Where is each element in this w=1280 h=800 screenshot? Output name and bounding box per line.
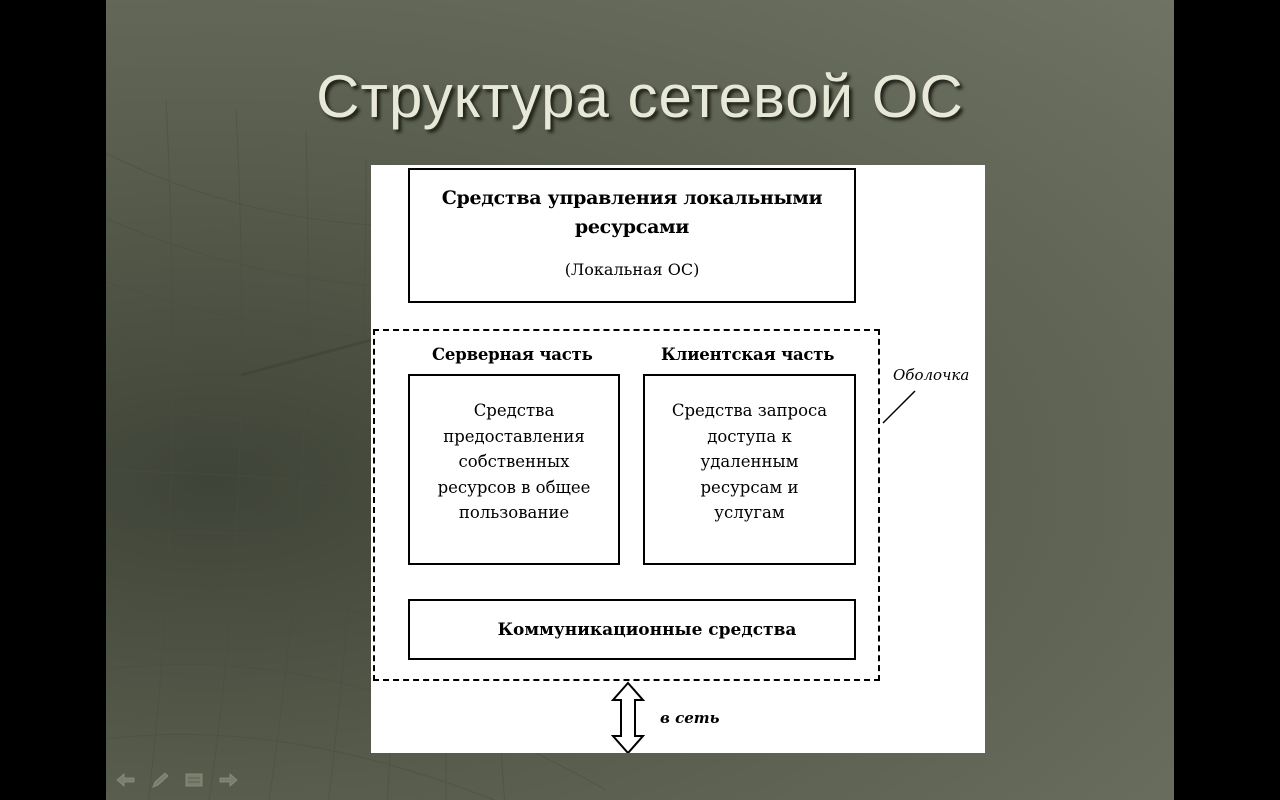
local-title-line-1: Средства управления локальными: [441, 187, 823, 209]
local-os-label: (Локальная ОС): [564, 260, 700, 279]
client-line: услугам: [714, 503, 785, 522]
network-label: в сеть: [660, 709, 720, 727]
client-line: доступа к: [707, 426, 792, 446]
client-line: удаленным: [700, 452, 799, 471]
slide-navigation: [114, 770, 240, 790]
slide: [106, 0, 1174, 800]
client-line: ресурсам и: [700, 477, 799, 497]
client-part-text: [645, 398, 854, 526]
server-line: пользование: [458, 503, 570, 522]
local-resources-box: [408, 168, 856, 303]
client-part-label: Клиентская часть: [661, 345, 835, 364]
server-part-label: Серверная часть: [432, 345, 593, 364]
previous-arrow-icon[interactable]: [114, 770, 138, 790]
shell-label: Оболочка: [893, 366, 970, 384]
network-os-diagram: [371, 165, 985, 753]
server-part-text: [410, 398, 618, 526]
server-part-box: [408, 374, 620, 565]
slide-title: Структура сетевой ОС: [316, 63, 964, 130]
communication-box: [408, 599, 856, 660]
server-line: предоставления: [443, 426, 585, 446]
menu-icon[interactable]: [182, 770, 206, 790]
local-title-line-2: ресурсами: [574, 216, 690, 238]
network-double-arrow: [613, 683, 643, 753]
pen-icon[interactable]: [148, 770, 172, 790]
next-arrow-icon[interactable]: [216, 770, 240, 790]
server-line: Средства: [473, 401, 555, 420]
communication-label: Коммуникационные средства: [497, 620, 797, 640]
client-part-box: [643, 374, 856, 565]
shell-pointer-line: [883, 391, 915, 423]
local-resources-title: [410, 184, 854, 242]
server-line: собственных: [458, 452, 570, 471]
server-line: ресурсов в общее: [437, 477, 591, 497]
client-line: Средства запроса: [671, 401, 828, 420]
